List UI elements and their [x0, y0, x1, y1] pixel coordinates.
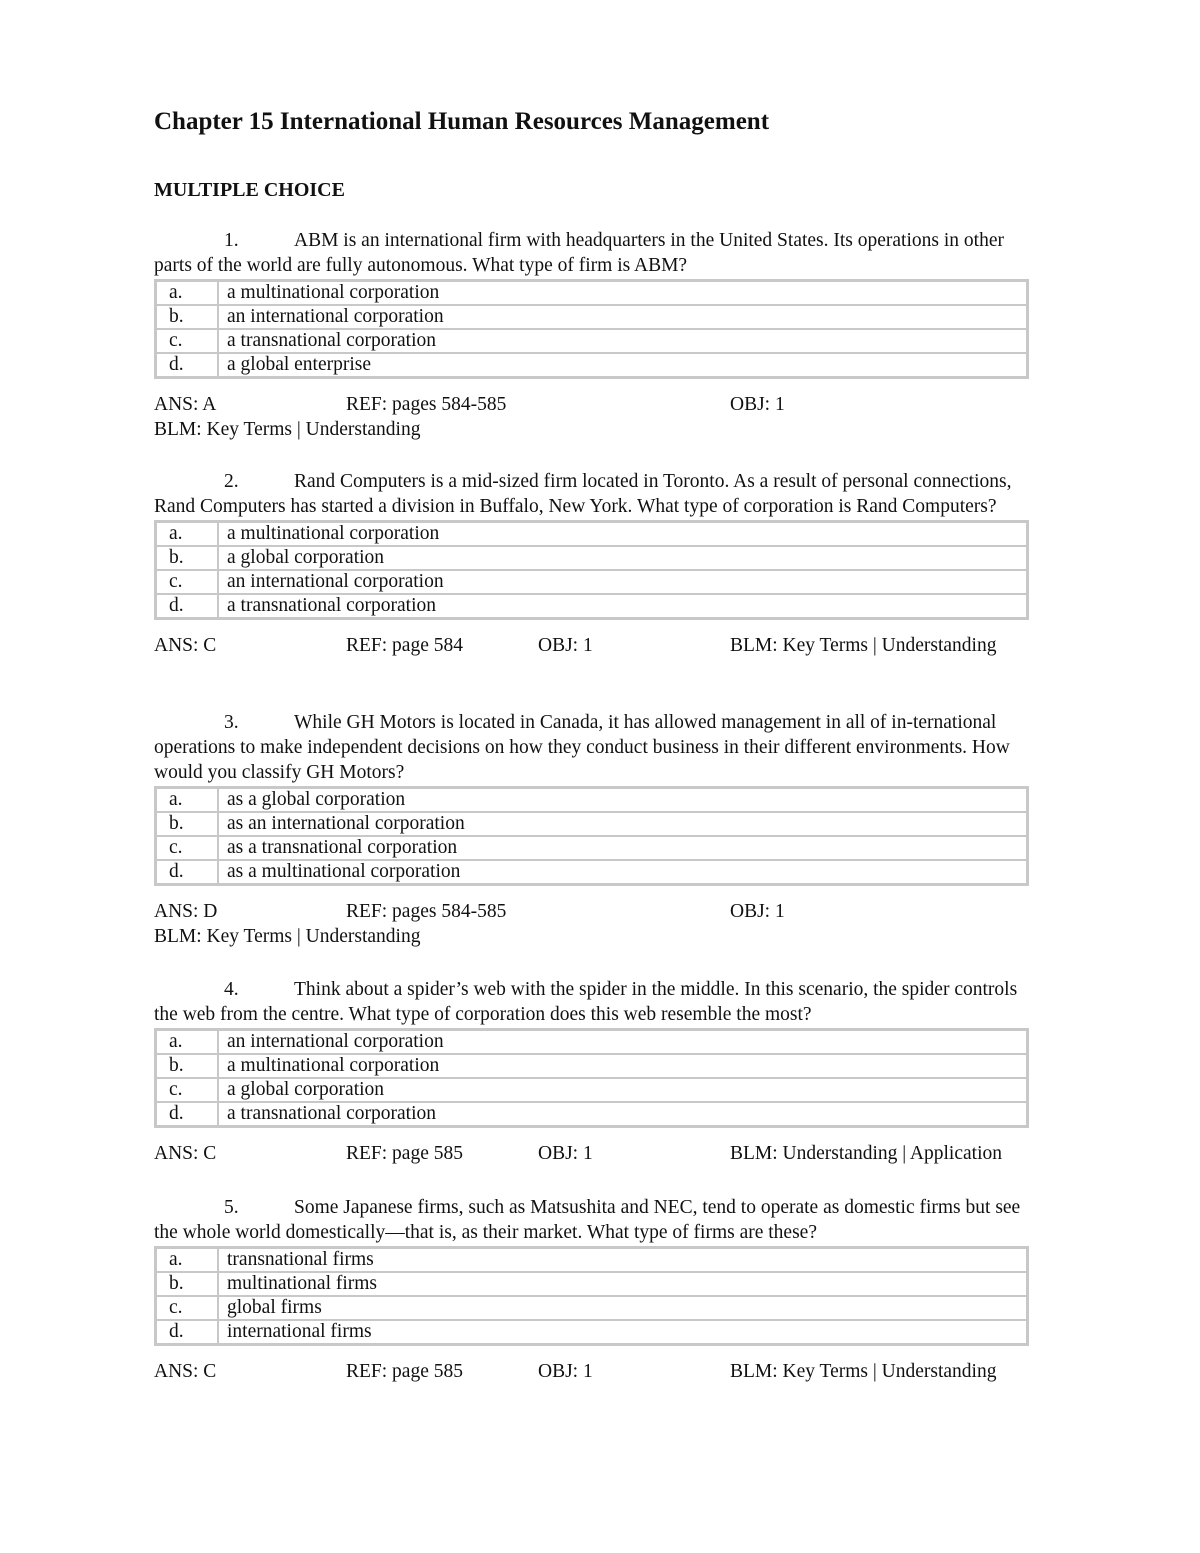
page-reference: REF: page 585: [346, 1361, 463, 1382]
option-row: [156, 305, 1028, 329]
option-letter: c.: [156, 1078, 219, 1102]
question-stem: [154, 1195, 1044, 1245]
option-text: a transnational corporation: [218, 1102, 1028, 1127]
blm-category: BLM: Key Terms | Understanding: [730, 635, 997, 656]
option-text: as a multinational corporation: [218, 860, 1028, 885]
option-row: [156, 788, 1028, 813]
option-text: as an international corporation: [218, 812, 1028, 836]
answer-meta: [154, 633, 1044, 658]
option-row: [156, 281, 1028, 306]
option-letter: d.: [156, 1320, 219, 1345]
option-row: [156, 860, 1028, 885]
option-row: [156, 522, 1028, 547]
blm-category: BLM: Understanding | Application: [730, 1143, 1003, 1164]
question-number: 4.: [224, 979, 239, 1000]
option-letter: a.: [156, 1030, 219, 1055]
question-text: Some Japanese firms, such as Matsushita and NEC, tend to operate as domestic firms but see the whole world domestically—that is, as their market. What type of firms are these?: [154, 1197, 1021, 1243]
option-text: an international corporation: [218, 305, 1028, 329]
option-row: [156, 1030, 1028, 1055]
options-table: [154, 279, 1029, 379]
answer-meta: [154, 1141, 1044, 1166]
option-text: a global corporation: [218, 546, 1028, 570]
option-row: [156, 1054, 1028, 1078]
option-text: a multinational corporation: [218, 281, 1028, 306]
option-letter: c.: [156, 836, 219, 860]
answer-meta: [154, 392, 1044, 442]
option-text: transnational firms: [218, 1248, 1028, 1273]
chapter-title: Chapter 15 International Human Resources Management: [154, 108, 770, 135]
option-letter: d.: [156, 860, 219, 885]
options-table: [154, 1246, 1029, 1346]
option-letter: c.: [156, 570, 219, 594]
option-text: multinational firms: [218, 1272, 1028, 1296]
option-text: a multinational corporation: [218, 1054, 1028, 1078]
option-letter: d.: [156, 1102, 219, 1127]
option-text: a transnational corporation: [218, 329, 1028, 353]
option-row: [156, 1248, 1028, 1273]
question-stem: [154, 228, 1044, 278]
option-text: a global enterprise: [218, 353, 1028, 378]
option-letter: c.: [156, 1296, 219, 1320]
option-letter: a.: [156, 788, 219, 813]
question-1: [154, 228, 1044, 442]
option-row: [156, 594, 1028, 619]
blm-category: BLM: Key Terms | Understanding: [730, 1361, 997, 1382]
answer-key: ANS: C: [154, 1143, 217, 1164]
page-reference: REF: page 585: [346, 1143, 463, 1164]
question-stem: [154, 977, 1044, 1027]
page-reference: REF: pages 584-585: [346, 394, 507, 415]
question-text: Rand Computers is a mid-sized firm located in Toronto. As a result of personal connections, Rand Computers has started a division in Buffalo, New York. What type of corporation is Rand Computers?: [154, 471, 1012, 517]
option-letter: b.: [156, 546, 219, 570]
option-row: [156, 329, 1028, 353]
option-row: [156, 836, 1028, 860]
answer-key: ANS: D: [154, 901, 218, 922]
objective: OBJ: 1: [538, 1361, 593, 1382]
option-text: an international corporation: [218, 570, 1028, 594]
question-number: 1.: [224, 230, 239, 251]
option-row: [156, 1296, 1028, 1320]
options-table: [154, 1028, 1029, 1128]
objective: OBJ: 1: [538, 1143, 593, 1164]
option-letter: b.: [156, 1272, 219, 1296]
question-stem: [154, 710, 1044, 785]
question-text: ABM is an international firm with headquarters in the United States. Its operations in other parts of the world are fully autonomous. What type of firm is ABM?: [154, 230, 1004, 276]
blm-category: BLM: Key Terms | Understanding: [154, 926, 421, 947]
answer-meta: [154, 899, 1044, 949]
question-text: Think about a spider’s web with the spider in the middle. In this scenario, the spider controls the web from the centre. What type of corporation does this web resemble the most?: [154, 979, 1018, 1025]
question-number: 5.: [224, 1197, 239, 1218]
option-text: a multinational corporation: [218, 522, 1028, 547]
page-reference: REF: pages 584-585: [346, 901, 507, 922]
options-table: [154, 520, 1029, 620]
option-letter: d.: [156, 594, 219, 619]
page-reference: REF: page 584: [346, 635, 463, 656]
question-number: 2.: [224, 471, 239, 492]
option-row: [156, 353, 1028, 378]
blm-category: BLM: Key Terms | Understanding: [154, 419, 421, 440]
question-3: [154, 710, 1044, 949]
objective: OBJ: 1: [730, 901, 785, 922]
option-text: as a global corporation: [218, 788, 1028, 813]
option-letter: a.: [156, 1248, 219, 1273]
question-5: [154, 1195, 1044, 1384]
option-letter: a.: [156, 522, 219, 547]
question-text: While GH Motors is located in Canada, it has allowed management in all of in-ternational operations to make independent decisions on how they conduct business in their different environments. How would you classify GH Motors?: [154, 712, 1010, 783]
option-letter: a.: [156, 281, 219, 306]
answer-key: ANS: C: [154, 1361, 217, 1382]
option-text: a transnational corporation: [218, 594, 1028, 619]
answer-key: ANS: A: [154, 394, 217, 415]
options-table: [154, 786, 1029, 886]
option-letter: c.: [156, 329, 219, 353]
answer-key: ANS: C: [154, 635, 217, 656]
option-row: [156, 570, 1028, 594]
option-row: [156, 812, 1028, 836]
option-row: [156, 1102, 1028, 1127]
option-text: international firms: [218, 1320, 1028, 1345]
option-letter: b.: [156, 1054, 219, 1078]
section-heading: MULTIPLE CHOICE: [154, 179, 345, 201]
option-letter: b.: [156, 305, 219, 329]
option-row: [156, 1272, 1028, 1296]
option-text: as a transnational corporation: [218, 836, 1028, 860]
option-text: global firms: [218, 1296, 1028, 1320]
option-row: [156, 1078, 1028, 1102]
answer-meta: [154, 1359, 1044, 1384]
option-row: [156, 546, 1028, 570]
question-stem: [154, 469, 1044, 519]
option-text: a global corporation: [218, 1078, 1028, 1102]
question-2: [154, 469, 1044, 658]
question-number: 3.: [224, 712, 239, 733]
option-text: an international corporation: [218, 1030, 1028, 1055]
option-row: [156, 1320, 1028, 1345]
option-letter: b.: [156, 812, 219, 836]
option-letter: d.: [156, 353, 219, 378]
question-4: [154, 977, 1044, 1166]
objective: OBJ: 1: [730, 394, 785, 415]
objective: OBJ: 1: [538, 635, 593, 656]
